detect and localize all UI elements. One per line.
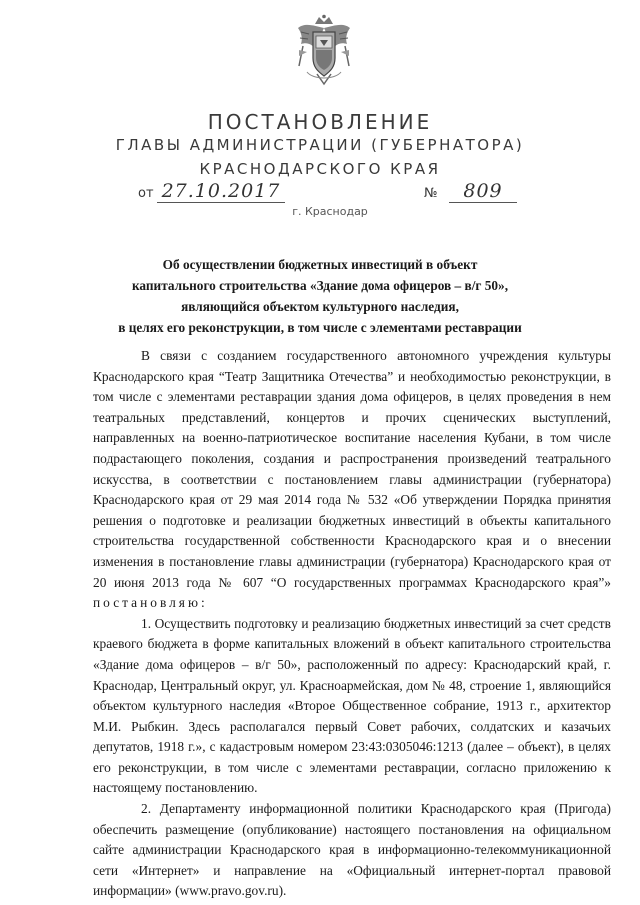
decree-word: постановляю: xyxy=(93,595,208,611)
date-prefix: от xyxy=(138,186,154,201)
city-label: г. Краснодар xyxy=(292,205,368,218)
document-type-title: ПОСТАНОВЛЕНИЕ xyxy=(207,110,433,134)
item-1-paragraph: 1. Осуществить подготовку и реализацию бюджетных инвестиций за счет средств краевого бюджета в форме капитальных вложений в объект капитального строительства «Здание дома офицеров – в/г 50», расположенный по адресу: Краснодарский край, г. Краснодар, Центральный округ, ул. Красноармейская, дом № 48, строение 1, являющийся объектом культурного наследия «Второе Общественное собрание, 1913 г., архитектор М.И. Рыбкин. Здесь располагался первый Совет рабочих, солдатских и казачьих депутатов, 1918 г.», с кадастровым номером 23:43:0305046:1213 (далее – объект), в целях его реконструкции, в том числе с элементами реставрации, согласно приложению к настоящему постановлению. xyxy=(93,615,611,796)
subject-line: в целях его реконструкции, в том числе с элементами реставрации xyxy=(118,320,522,335)
issuer-line-2: КРАСНОДАРСКОГО КРАЯ xyxy=(199,160,441,178)
document-subject xyxy=(90,254,550,338)
preamble-paragraph xyxy=(93,346,611,614)
document-body xyxy=(93,346,611,902)
issuer-line-1: ГЛАВЫ АДМИНИСТРАЦИИ (ГУБЕРНАТОРА) xyxy=(115,136,525,154)
number-prefix: № xyxy=(424,186,438,201)
document-date: 27.10.2017 xyxy=(157,180,285,203)
subject-line: Об осуществлении бюджетных инвестиций в объект xyxy=(162,257,478,272)
item-2-paragraph: 2. Департаменту информационной политики Краснодарского края (Пригода) обеспечить размещение (опубликование) настоящего постановления на официальном сайте администрации Краснодарского края в информационно-телекоммуникационной сети «Интернет» и направление на «Официальный интернет-портал правовой информации» (www.pravo.gov.ru). xyxy=(93,801,611,899)
subject-line: капитального строительства «Здание дома офицеров – в/г 50», xyxy=(131,278,509,293)
preamble-text: В связи с созданием государственного автономного учреждения культуры Краснодарского края “Театр Защитника Отечества” и необходимостью реконструкции, в том числе с элементами реставрации здания дома офицеров, в целях проведения в нем театральных представлений, концертов и прочих сценических выступлений, направленных на военно-патриотическое воспитание населения Кубани, в том числе подрастающего поколения, создания и распространения произведений театрального искусства, в соответствии с постановлением главы администрации (губернатора) Краснодарского края от 29 мая 2014 года № 532 «Об утверждении Порядка принятия решения о подготовке и реализации бюджетных инвестиций в объекты капитального строительства государственной собственности Краснодарского края и о внесении изменения в постановление главы администрации (губернатора) Краснодарского края от 20 июня 2013 года № 607 “О государственных программах Краснодарского края”» xyxy=(93,348,611,590)
coat-of-arms-icon xyxy=(295,14,353,86)
document-number: 809 xyxy=(449,180,517,203)
subject-line: являющийся объектом культурного наследия, xyxy=(181,299,459,314)
